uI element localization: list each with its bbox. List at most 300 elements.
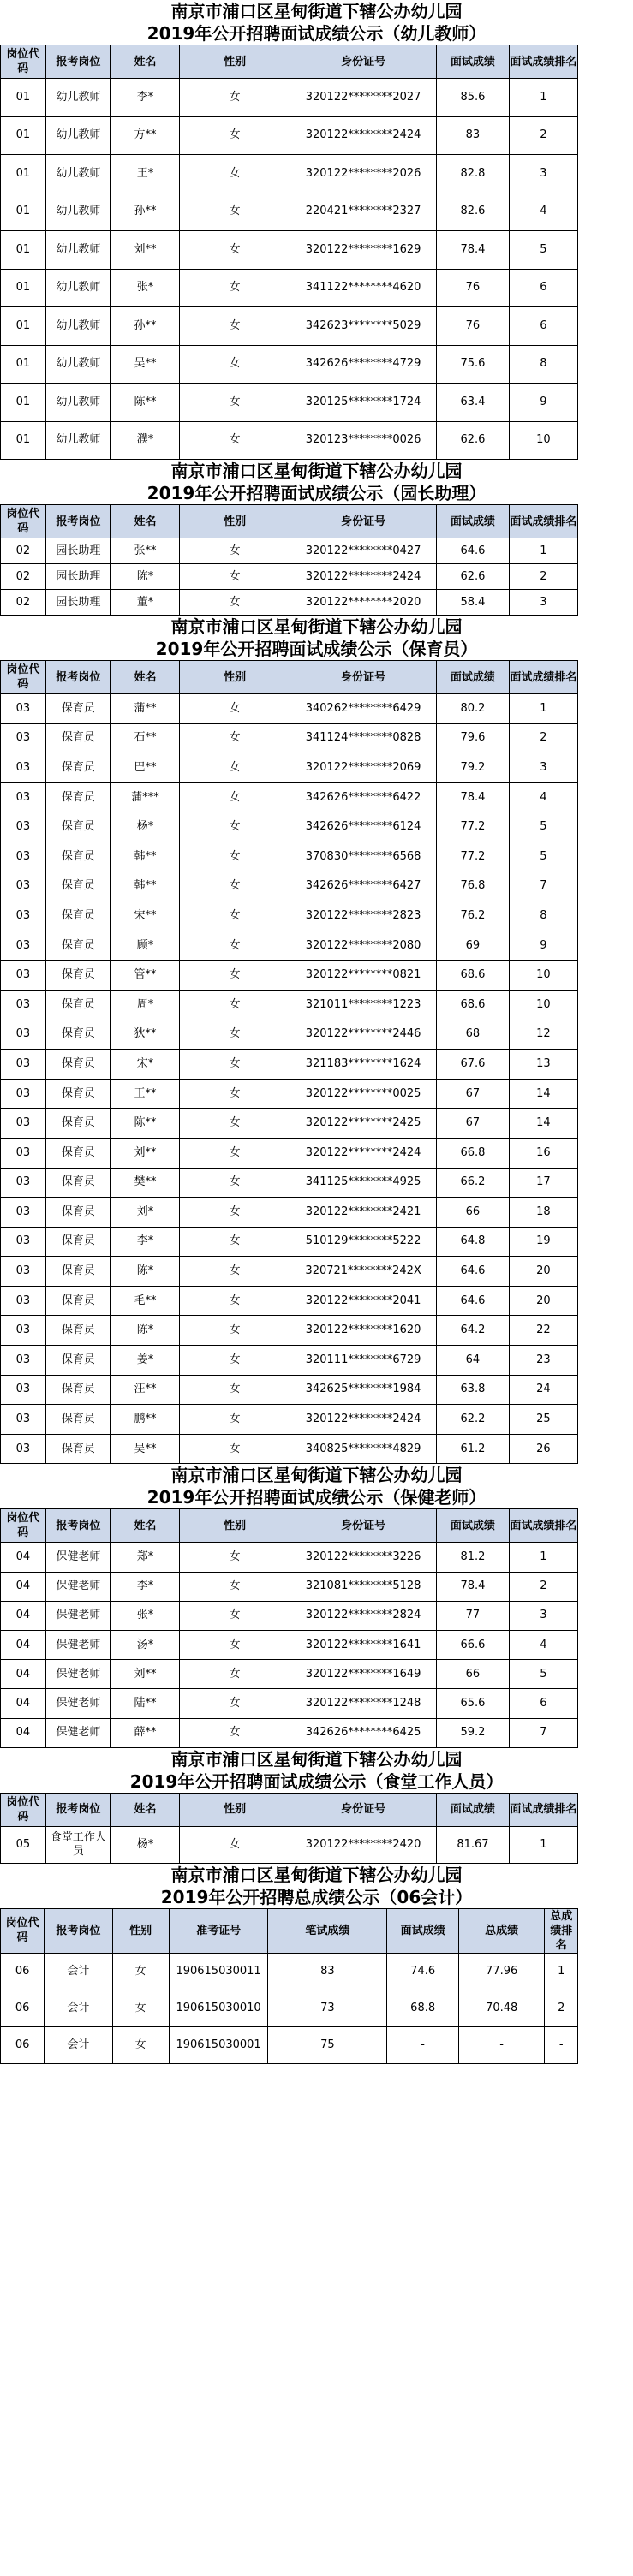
table-cell: 79.6 bbox=[437, 723, 510, 753]
table-cell: 女 bbox=[180, 1079, 290, 1109]
table-cell: 保育员 bbox=[45, 1020, 110, 1050]
column-header: 面试成绩排名 bbox=[509, 45, 577, 79]
table-cell: 女 bbox=[180, 1543, 290, 1572]
section-title-line2: 2019年公开招聘总成绩公示（06会计） bbox=[160, 1886, 473, 1907]
table-cell: 陈* bbox=[110, 1257, 179, 1287]
table-cell: 1 bbox=[509, 1826, 577, 1863]
table-cell: 5 bbox=[509, 842, 577, 872]
column-header: 岗位代码 bbox=[1, 661, 46, 694]
table-cell: 320122********1629 bbox=[290, 231, 437, 270]
table-cell: 06 bbox=[1, 1953, 45, 1990]
header-row bbox=[1, 45, 578, 79]
table-cell: 341125********4925 bbox=[290, 1168, 437, 1198]
table-cell: 12 bbox=[509, 1020, 577, 1050]
table-row bbox=[1, 782, 578, 812]
table-cell: 510129********5222 bbox=[290, 1227, 437, 1257]
table-cell: 19 bbox=[509, 1227, 577, 1257]
table-cell: 食堂工作人员 bbox=[45, 1826, 110, 1863]
table-cell: 61.2 bbox=[437, 1434, 510, 1464]
table-cell: 77.96 bbox=[458, 1953, 545, 1990]
column-header: 面试成绩排名 bbox=[509, 505, 577, 538]
table-cell: 05 bbox=[1, 1826, 46, 1863]
table-cell: 01 bbox=[1, 307, 46, 346]
column-header: 性别 bbox=[180, 1793, 290, 1826]
table-cell: 女 bbox=[180, 1572, 290, 1601]
table-cell: 方** bbox=[110, 116, 179, 155]
table-row bbox=[1, 872, 578, 901]
table-cell: 82.6 bbox=[437, 193, 510, 231]
table-cell: 幼儿教师 bbox=[45, 345, 110, 384]
table-cell: 64 bbox=[437, 1346, 510, 1376]
table-cell: 保健老师 bbox=[45, 1543, 110, 1572]
column-header: 姓名 bbox=[110, 661, 179, 694]
table-row bbox=[1, 1109, 578, 1139]
table-cell: 女 bbox=[112, 2026, 169, 2063]
table-cell: 保育员 bbox=[45, 1346, 110, 1376]
table-cell: 姜* bbox=[110, 1346, 179, 1376]
table-cell: 320122********1248 bbox=[290, 1689, 437, 1718]
section bbox=[0, 1464, 633, 1747]
table-cell: 80.2 bbox=[437, 694, 510, 724]
column-header: 报考岗位 bbox=[45, 1509, 110, 1543]
column-header: 身份证号 bbox=[290, 1509, 437, 1543]
table-cell: 6 bbox=[509, 307, 577, 346]
table-cell: 女 bbox=[180, 1631, 290, 1660]
table-cell: 女 bbox=[180, 345, 290, 384]
table-cell: 石** bbox=[110, 723, 179, 753]
table-cell: 320122********2823 bbox=[290, 901, 437, 931]
table-cell: 03 bbox=[1, 842, 46, 872]
section bbox=[0, 460, 633, 616]
table-cell: 王** bbox=[110, 1079, 179, 1109]
table-cell: 杨* bbox=[110, 812, 179, 842]
table-cell: 320122********1620 bbox=[290, 1316, 437, 1346]
table-cell: 张** bbox=[110, 538, 179, 564]
column-header: 面试成绩 bbox=[437, 45, 510, 79]
table-cell: 01 bbox=[1, 345, 46, 384]
table-cell: 女 bbox=[180, 193, 290, 231]
table-cell: 保健老师 bbox=[45, 1660, 110, 1689]
table-cell: 保健老师 bbox=[45, 1718, 110, 1747]
table-cell: 20 bbox=[509, 1257, 577, 1287]
table-row bbox=[1, 1990, 578, 2026]
table-cell: 刘* bbox=[110, 1198, 179, 1228]
table-cell: 320122********1641 bbox=[290, 1631, 437, 1660]
table-cell: 65.6 bbox=[437, 1689, 510, 1718]
column-header: 姓名 bbox=[110, 45, 179, 79]
table-cell: 13 bbox=[509, 1050, 577, 1080]
table-cell: 320122********2069 bbox=[290, 753, 437, 783]
table-cell: 刘** bbox=[110, 1660, 179, 1689]
table-cell: 341122********4620 bbox=[290, 269, 437, 307]
table-cell: 76.2 bbox=[437, 901, 510, 931]
table-cell: 保育员 bbox=[45, 1109, 110, 1139]
column-header: 姓名 bbox=[110, 1793, 179, 1826]
table-cell: 孙** bbox=[110, 307, 179, 346]
table-row bbox=[1, 269, 578, 307]
table-cell: 62.6 bbox=[437, 564, 510, 590]
table-cell: 保育员 bbox=[45, 901, 110, 931]
table-cell: 陈* bbox=[110, 564, 179, 590]
table-cell: 女 bbox=[180, 931, 290, 961]
table-cell: 66 bbox=[437, 1660, 510, 1689]
table-cell: 保育员 bbox=[45, 1168, 110, 1198]
table-cell: 刘** bbox=[110, 1138, 179, 1168]
table-cell: 03 bbox=[1, 990, 46, 1020]
table-cell: 02 bbox=[1, 564, 46, 590]
table-cell: 341124********0828 bbox=[290, 723, 437, 753]
table-cell: 3 bbox=[509, 753, 577, 783]
table-row bbox=[1, 1198, 578, 1228]
table-cell: 20 bbox=[509, 1286, 577, 1316]
table-cell: 顾* bbox=[110, 931, 179, 961]
table-cell: 2 bbox=[509, 116, 577, 155]
table-cell: 76.8 bbox=[437, 872, 510, 901]
score-table bbox=[0, 1508, 578, 1747]
table-cell: 10 bbox=[509, 421, 577, 460]
table-cell: 女 bbox=[180, 307, 290, 346]
column-header: 笔试成绩 bbox=[268, 1908, 387, 1953]
column-header: 报考岗位 bbox=[45, 1908, 112, 1953]
score-table bbox=[0, 504, 578, 616]
table-cell: 320122********2424 bbox=[290, 1405, 437, 1435]
table-cell: 女 bbox=[180, 901, 290, 931]
table-cell: 69 bbox=[437, 931, 510, 961]
table-row bbox=[1, 2026, 578, 2063]
table-cell: 女 bbox=[180, 1601, 290, 1630]
table-cell: 幼儿教师 bbox=[45, 193, 110, 231]
table-row bbox=[1, 79, 578, 117]
table-cell: 10 bbox=[509, 990, 577, 1020]
table-cell: 周* bbox=[110, 990, 179, 1020]
table-row bbox=[1, 1375, 578, 1405]
table-cell: 女 bbox=[180, 1718, 290, 1747]
table-cell: 342626********6425 bbox=[290, 1718, 437, 1747]
table-cell: 张* bbox=[110, 269, 179, 307]
table-row bbox=[1, 116, 578, 155]
table-cell: 321183********1624 bbox=[290, 1050, 437, 1080]
table-cell: 女 bbox=[180, 1198, 290, 1228]
section bbox=[0, 1748, 633, 1864]
table-row bbox=[1, 694, 578, 724]
table-cell: 04 bbox=[1, 1718, 46, 1747]
section-title-line2: 2019年公开招聘面试成绩公示（保育员） bbox=[155, 639, 478, 659]
table-row bbox=[1, 1346, 578, 1376]
table-row bbox=[1, 1953, 578, 1990]
column-header: 岗位代码 bbox=[1, 1793, 46, 1826]
table-cell: 1 bbox=[545, 1953, 578, 1990]
table-row bbox=[1, 1079, 578, 1109]
column-header: 性别 bbox=[180, 505, 290, 538]
section-title-line2: 2019年公开招聘面试成绩公示（保健老师） bbox=[146, 1487, 487, 1508]
table-cell: 03 bbox=[1, 901, 46, 931]
table-cell: 63.8 bbox=[437, 1375, 510, 1405]
section-title-line1: 南京市浦口区星甸街道下辖公办幼儿园 bbox=[170, 1864, 463, 1885]
table-cell: 66 bbox=[437, 1198, 510, 1228]
table-cell: 77.2 bbox=[437, 812, 510, 842]
table-row bbox=[1, 421, 578, 460]
table-cell: 04 bbox=[1, 1631, 46, 1660]
final-section bbox=[0, 1864, 633, 2064]
column-header: 面试成绩 bbox=[387, 1908, 458, 1953]
table-cell: 23 bbox=[509, 1346, 577, 1376]
column-header: 面试成绩 bbox=[437, 661, 510, 694]
table-cell: 女 bbox=[180, 1286, 290, 1316]
table-cell: 02 bbox=[1, 590, 46, 616]
table-row bbox=[1, 1543, 578, 1572]
table-cell: 01 bbox=[1, 155, 46, 193]
table-cell: 9 bbox=[509, 384, 577, 422]
table-cell: 女 bbox=[180, 421, 290, 460]
table-cell: 汪** bbox=[110, 1375, 179, 1405]
table-cell: 保育员 bbox=[45, 1050, 110, 1080]
table-cell: 17 bbox=[509, 1168, 577, 1198]
table-cell: 董* bbox=[110, 590, 179, 616]
table-cell: 03 bbox=[1, 1079, 46, 1109]
table-cell: 03 bbox=[1, 1020, 46, 1050]
table-cell: 女 bbox=[180, 1375, 290, 1405]
table-cell: 26 bbox=[509, 1434, 577, 1464]
table-cell: 02 bbox=[1, 538, 46, 564]
table-cell: 320122********2421 bbox=[290, 1198, 437, 1228]
table-cell: - bbox=[545, 2026, 578, 2063]
column-header: 性别 bbox=[180, 1509, 290, 1543]
table-cell: 22 bbox=[509, 1316, 577, 1346]
table-cell: 81.2 bbox=[437, 1543, 510, 1572]
table-cell: 幼儿教师 bbox=[45, 421, 110, 460]
column-header: 面试成绩 bbox=[437, 1509, 510, 1543]
table-cell: 保育员 bbox=[45, 961, 110, 991]
table-row bbox=[1, 1718, 578, 1747]
table-cell: 64.6 bbox=[437, 1286, 510, 1316]
table-cell: 81.67 bbox=[437, 1826, 510, 1863]
table-cell: 蒲*** bbox=[110, 782, 179, 812]
table-cell: 03 bbox=[1, 753, 46, 783]
table-cell: 1 bbox=[509, 1543, 577, 1572]
column-header: 性别 bbox=[112, 1908, 169, 1953]
table-cell: 01 bbox=[1, 116, 46, 155]
table-cell: 320122********2824 bbox=[290, 1601, 437, 1630]
table-cell: 320122********3226 bbox=[290, 1543, 437, 1572]
table-cell: 张* bbox=[110, 1601, 179, 1630]
table-cell: 320122********2424 bbox=[290, 1138, 437, 1168]
table-cell: 67 bbox=[437, 1109, 510, 1139]
table-row bbox=[1, 193, 578, 231]
table-row bbox=[1, 231, 578, 270]
table-cell: 女 bbox=[180, 812, 290, 842]
table-cell: 女 bbox=[180, 79, 290, 117]
column-header: 准考证号 bbox=[169, 1908, 268, 1953]
column-header: 岗位代码 bbox=[1, 1908, 45, 1953]
table-cell: 女 bbox=[180, 384, 290, 422]
column-header: 性别 bbox=[180, 45, 290, 79]
table-row bbox=[1, 812, 578, 842]
column-header: 身份证号 bbox=[290, 505, 437, 538]
table-cell: 16 bbox=[509, 1138, 577, 1168]
table-cell: 2 bbox=[545, 1990, 578, 2026]
table-cell: 76 bbox=[437, 269, 510, 307]
table-cell: 03 bbox=[1, 961, 46, 991]
table-cell: 14 bbox=[509, 1109, 577, 1139]
table-cell: 83 bbox=[437, 116, 510, 155]
table-cell: 会计 bbox=[45, 2026, 112, 2063]
table-cell: 14 bbox=[509, 1079, 577, 1109]
table-cell: 320122********2425 bbox=[290, 1109, 437, 1139]
table-cell: 67.6 bbox=[437, 1050, 510, 1080]
table-cell: 狄** bbox=[110, 1020, 179, 1050]
table-row bbox=[1, 753, 578, 783]
table-cell: 68.8 bbox=[387, 1990, 458, 2026]
section-title-line2: 2019年公开招聘面试成绩公示（幼儿教师） bbox=[146, 23, 487, 44]
table-cell: 韩** bbox=[110, 842, 179, 872]
table-cell: - bbox=[458, 2026, 545, 2063]
table-cell: 340825********4829 bbox=[290, 1434, 437, 1464]
table-cell: 82.8 bbox=[437, 155, 510, 193]
table-cell: 79.2 bbox=[437, 753, 510, 783]
table-cell: 320122********0821 bbox=[290, 961, 437, 991]
table-cell: 保育员 bbox=[45, 990, 110, 1020]
table-cell: 190615030011 bbox=[169, 1953, 268, 1990]
table-cell: 63.4 bbox=[437, 384, 510, 422]
column-header: 姓名 bbox=[110, 505, 179, 538]
table-cell: 保健老师 bbox=[45, 1689, 110, 1718]
table-cell: 女 bbox=[180, 1660, 290, 1689]
table-cell: 园长助理 bbox=[45, 590, 110, 616]
table-cell: 女 bbox=[180, 1257, 290, 1287]
table-cell: 59.2 bbox=[437, 1718, 510, 1747]
table-row bbox=[1, 384, 578, 422]
table-cell: 管** bbox=[110, 961, 179, 991]
table-cell: 8 bbox=[509, 345, 577, 384]
table-cell: 汤* bbox=[110, 1631, 179, 1660]
table-cell: 杨* bbox=[110, 1826, 179, 1863]
table-row bbox=[1, 1050, 578, 1080]
table-cell: 5 bbox=[509, 231, 577, 270]
table-cell: 320111********6729 bbox=[290, 1346, 437, 1376]
section-title-line2: 2019年公开招聘面试成绩公示（食堂工作人员） bbox=[129, 1770, 504, 1792]
table-cell: 2 bbox=[509, 564, 577, 590]
final-score-table bbox=[0, 1908, 578, 2064]
column-header: 面试成绩排名 bbox=[509, 1509, 577, 1543]
table-cell: 342626********4729 bbox=[290, 345, 437, 384]
table-cell: 女 bbox=[180, 753, 290, 783]
table-cell: 342626********6427 bbox=[290, 872, 437, 901]
header-row bbox=[1, 661, 578, 694]
table-row bbox=[1, 345, 578, 384]
table-cell: 女 bbox=[180, 231, 290, 270]
table-cell: 毛** bbox=[110, 1286, 179, 1316]
score-table bbox=[0, 45, 578, 460]
table-cell: 190615030010 bbox=[169, 1990, 268, 2026]
section-title-line1: 南京市浦口区星甸街道下辖公办幼儿园 bbox=[170, 616, 463, 637]
table-cell: 74.6 bbox=[387, 1953, 458, 1990]
table-cell: 320122********1649 bbox=[290, 1660, 437, 1689]
column-header: 岗位代码 bbox=[1, 505, 46, 538]
table-cell: 64.8 bbox=[437, 1227, 510, 1257]
column-header: 报考岗位 bbox=[45, 45, 110, 79]
table-cell: 62.6 bbox=[437, 421, 510, 460]
table-cell: 会计 bbox=[45, 1990, 112, 2026]
table-cell: 77.2 bbox=[437, 842, 510, 872]
table-cell: 保育员 bbox=[45, 1198, 110, 1228]
table-cell: 04 bbox=[1, 1543, 46, 1572]
table-cell: 女 bbox=[180, 872, 290, 901]
table-cell: 女 bbox=[180, 155, 290, 193]
table-row bbox=[1, 1316, 578, 1346]
table-cell: 保育员 bbox=[45, 931, 110, 961]
table-cell: 女 bbox=[180, 990, 290, 1020]
table-cell: 73 bbox=[268, 1990, 387, 2026]
table-cell: 2 bbox=[509, 723, 577, 753]
table-cell: 01 bbox=[1, 421, 46, 460]
column-header: 总成绩排名 bbox=[545, 1908, 578, 1953]
section-title-line1: 南京市浦口区星甸街道下辖公办幼儿园 bbox=[170, 461, 463, 481]
table-cell: 女 bbox=[180, 1168, 290, 1198]
table-cell: 03 bbox=[1, 872, 46, 901]
table-row bbox=[1, 1572, 578, 1601]
table-cell: 68 bbox=[437, 1020, 510, 1050]
table-cell: 66.8 bbox=[437, 1138, 510, 1168]
table-cell: 保育员 bbox=[45, 1286, 110, 1316]
table-cell: 1 bbox=[509, 694, 577, 724]
table-cell: 190615030001 bbox=[169, 2026, 268, 2063]
table-row bbox=[1, 1434, 578, 1464]
table-cell: 03 bbox=[1, 1405, 46, 1435]
table-cell: 68.6 bbox=[437, 990, 510, 1020]
column-header: 面试成绩排名 bbox=[509, 661, 577, 694]
table-cell: 保育员 bbox=[45, 1079, 110, 1109]
table-cell: 320122********2026 bbox=[290, 155, 437, 193]
column-header: 报考岗位 bbox=[45, 661, 110, 694]
table-cell: 3 bbox=[509, 590, 577, 616]
table-cell: 女 bbox=[180, 1405, 290, 1435]
table-cell: 04 bbox=[1, 1689, 46, 1718]
table-cell: 6 bbox=[509, 269, 577, 307]
table-cell: 03 bbox=[1, 1109, 46, 1139]
table-cell: 70.48 bbox=[458, 1990, 545, 2026]
table-cell: 女 bbox=[180, 1050, 290, 1080]
table-cell: 9 bbox=[509, 931, 577, 961]
table-cell: 园长助理 bbox=[45, 538, 110, 564]
table-row bbox=[1, 990, 578, 1020]
column-header: 岗位代码 bbox=[1, 45, 46, 79]
table-cell: 女 bbox=[180, 1346, 290, 1376]
table-cell: 孙** bbox=[110, 193, 179, 231]
table-cell: 3 bbox=[509, 1601, 577, 1630]
table-cell: 吴** bbox=[110, 1434, 179, 1464]
table-cell: 4 bbox=[509, 1631, 577, 1660]
table-cell: 陈** bbox=[110, 1109, 179, 1139]
column-header: 姓名 bbox=[110, 1509, 179, 1543]
table-cell: 幼儿教师 bbox=[45, 231, 110, 270]
table-cell: 342623********5029 bbox=[290, 307, 437, 346]
table-cell: 濮* bbox=[110, 421, 179, 460]
table-cell: 1 bbox=[509, 79, 577, 117]
table-cell: 4 bbox=[509, 782, 577, 812]
table-cell: 陈** bbox=[110, 384, 179, 422]
table-cell: 06 bbox=[1, 2026, 45, 2063]
table-cell: 320122********2027 bbox=[290, 79, 437, 117]
table-row bbox=[1, 1601, 578, 1630]
column-header: 面试成绩排名 bbox=[509, 1793, 577, 1826]
table-cell: 01 bbox=[1, 384, 46, 422]
table-cell: 鹏** bbox=[110, 1405, 179, 1435]
table-cell: 75.6 bbox=[437, 345, 510, 384]
table-row bbox=[1, 1826, 578, 1863]
table-cell: 66.2 bbox=[437, 1168, 510, 1198]
table-cell: 58.4 bbox=[437, 590, 510, 616]
table-cell: 01 bbox=[1, 193, 46, 231]
